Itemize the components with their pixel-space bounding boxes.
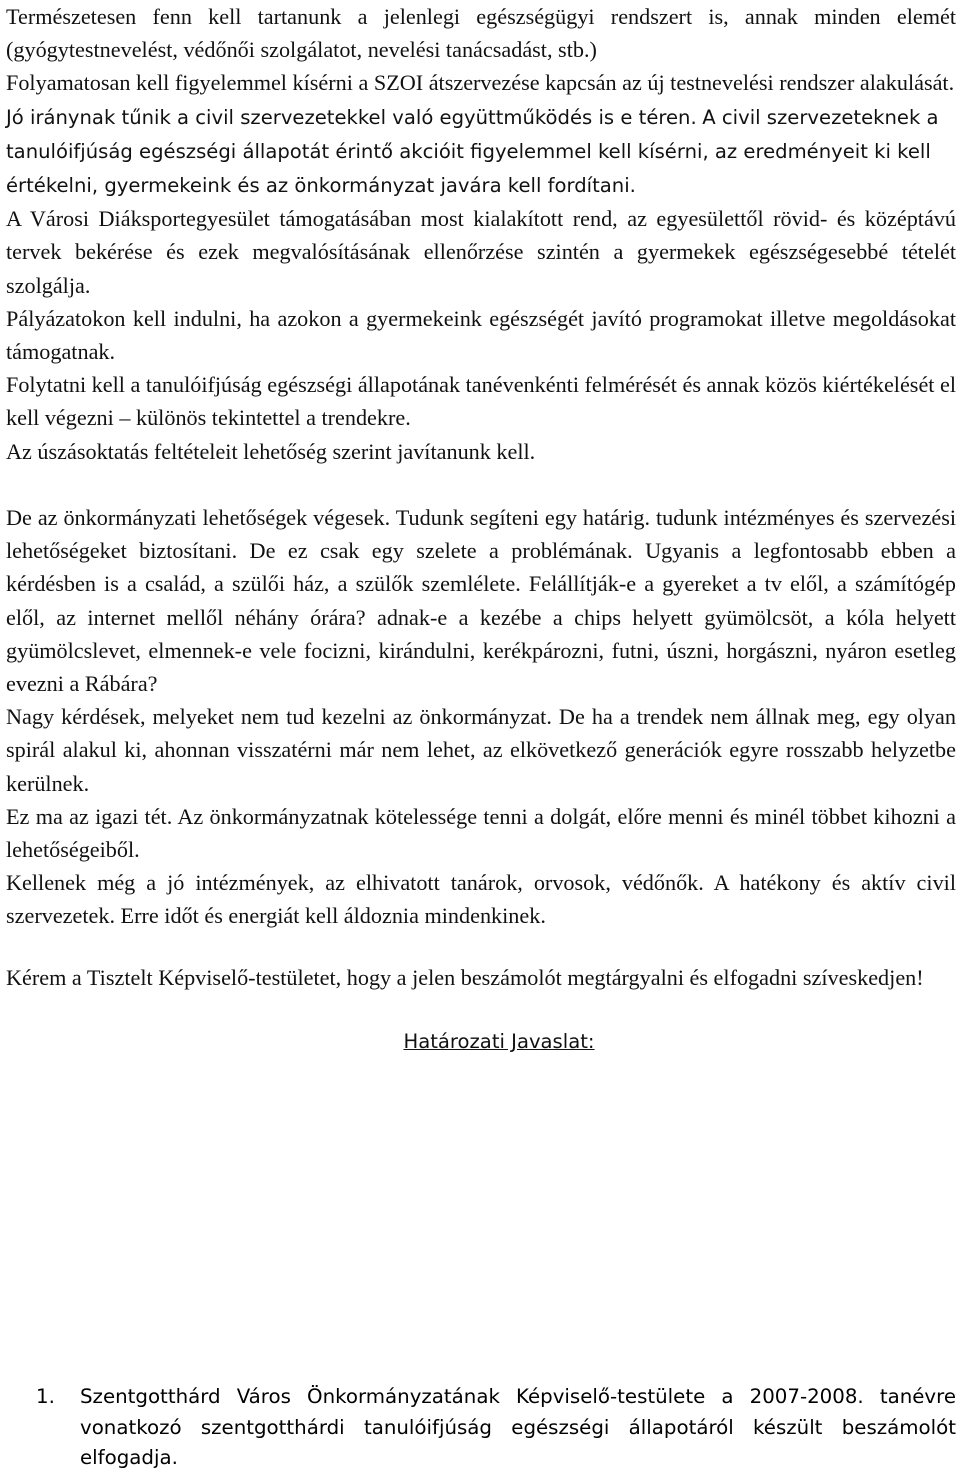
resolution-item (30, 1382, 956, 1474)
resolution-list (30, 1382, 956, 1474)
paragraph-institutions: Kellenek még a jó intézmények, az elhivatott tanárok, orvosok, védőnők. A hatékony és aktív civil szervezetek. Erre időt és energiát kell áldoznia mindenkinek. (6, 870, 956, 929)
spacer (6, 933, 956, 961)
paragraph-szoi-reorganization: Folyamatosan kell figyelemmel kísérni a SZOI átszervezése kapcsán az új testnevelési rendszer alakulását. (6, 70, 955, 96)
paragraph-sports-association: A Városi Diáksportegyesület támogatásában most kialakított rend, az egyesülettől rövid- és középtávú tervek bekérése és ezek megvalósításának ellenőrzése szintén a gyermekek egészségesebbé tételét szolgálja. (6, 206, 956, 298)
paragraph-big-questions: Nagy kérdések, melyeket nem tud kezelni az önkormányzat. De ha a trendek nem állnak meg, egy olyan spirál alakul ki, ahonnan visszatérni már nem lehet, az elkövetkező generációk egyre rosszabb helyzetbe kerülnek. (6, 704, 956, 796)
paragraph-municipal-limits: De az önkormányzati lehetőségek végesek. Tudunk segíteni egy határig. tudunk intézményes és szervezési lehetőségeket biztosítani. De ez csak egy szelete a problémának. Ugyanis a legfontosabb ebben a kérdésben is a család, a szülői ház, a szülők szemlélete. Felállítják-e a gyereket a tv elől, a számítógép elől, az internet mellől néhány órára? adnak-e a kezébe a chips helyett gyümölcsöt, a kóla helyett gyümölcslevet, elmennek-e vele focizni, kirándulni, kerékpározni, futni, úszni, horgászni, nyáron esetleg evezni a Rábára? (6, 505, 956, 697)
resolution-item-number: 1. (36, 1385, 55, 1408)
paragraph-request: Kérem a Tisztelt Képviselő-testületet, hogy a jelen beszámolót megtárgyalni és elfogadni szíveskedjen! (6, 964, 924, 990)
paragraph-swimming: Az úszásoktatás feltételeit lehetőség szerint javítanunk kell. (6, 438, 536, 464)
spacer (6, 468, 956, 501)
resolution-heading: Határozati Javaslat: (403, 1029, 595, 1053)
document-page (6, 0, 956, 1058)
paragraph-survey: Folytatni kell a tanulóifjúság egészségi állapotának tanévenkénti felmérését és annak közös kiértékelését el kell végezni – különös tekintettel a trendekre. (6, 372, 957, 431)
paragraph-real-stake: Ez ma az igazi tét. Az önkormányzatnak kötelessége tenni a dolgát, előre menni és minél többet kihozni a lehetőségeiből. (6, 803, 956, 863)
paragraph-health-system: Természetesen fenn kell tartanunk a jelenlegi egészségügyi rendszert is, annak minden elemét (gyógytestnevelést, védőnői szolgálatot, nevelési tanácsadást, stb.) (6, 4, 956, 63)
resolution-heading-wrap (6, 1024, 956, 1058)
paragraph-civil-organizations: A civil szervezeteknek a tanulóifjúság egészségi állapotát érintő akcióit figyelemmel kell kísérni, az eredményeit ki kell értékelni, gyermekeink és az önkormányzat javára kell fordítani. (6, 105, 939, 198)
resolution-item-text: Szentgotthárd Város Önkormányzatának Képviselő-testülete a 2007-2008. tanévre vonatkozó szentgotthárdi tanulóifjúság egészségi állapotáról készült beszámolót elfogadja. (80, 1385, 956, 1469)
paragraph-civil-direction: Jó iránynak tűnik a civil szervezetekkel való együttműködés is e téren. (6, 105, 697, 129)
paragraph-applications: Pályázatokon kell indulni, ha azokon a gyermekeink egészségét javító programokat illetve megoldásokat támogatnak. (6, 305, 956, 365)
